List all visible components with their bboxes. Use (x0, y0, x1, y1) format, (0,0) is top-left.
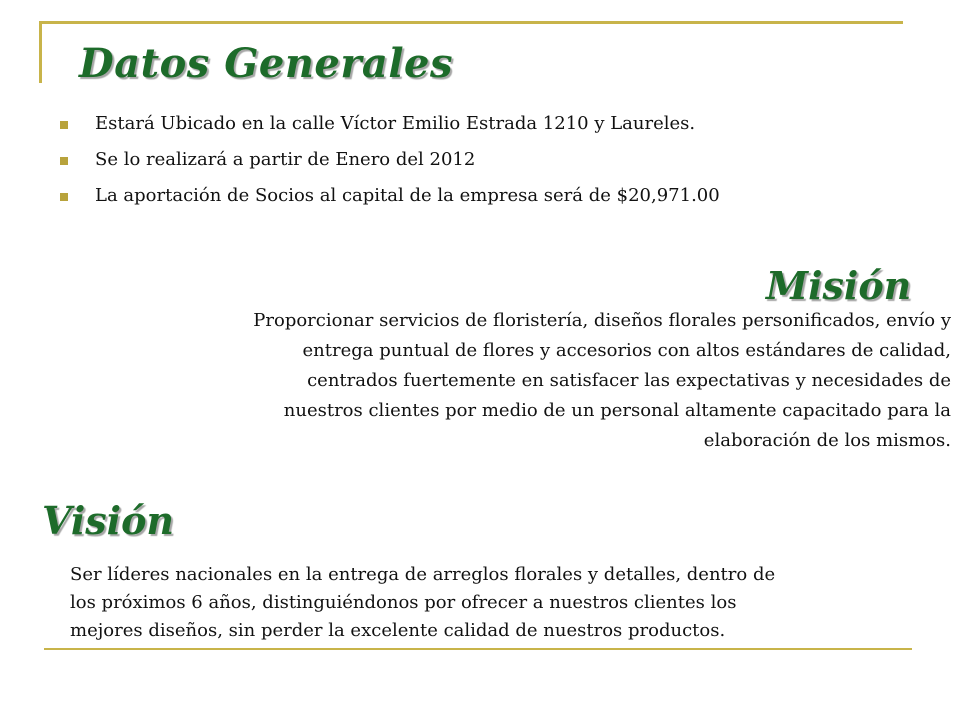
list-item (60, 144, 720, 180)
vision-title: Visión (42, 498, 175, 543)
top-vertical-rule (39, 21, 42, 83)
mision-title: Misión (766, 263, 912, 308)
top-horizontal-rule (40, 21, 903, 24)
list-item (60, 108, 720, 144)
datos-generales-title: Datos Generales (79, 40, 454, 87)
vision-paragraph: Ser líderes nacionales en la entrega de arreglos florales y detalles, dentro de los próximos 6 años, distinguiéndonos por ofrecer a nuestros clientes los mejores diseños, sin perder la excelente calidad de nuestros productos. (70, 564, 776, 641)
square-bullet-icon (60, 157, 68, 165)
square-bullet-icon (60, 193, 68, 201)
list-item (60, 180, 720, 216)
bottom-horizontal-rule (44, 648, 912, 650)
square-bullet-icon (60, 121, 68, 129)
list-item-text: La aportación de Socios al capital de la empresa será de $20,971.00 (95, 185, 720, 206)
list-item-text: Se lo realizará a partir de Enero del 2012 (95, 149, 476, 170)
list-item-text: Estará Ubicado en la calle Víctor Emilio Estrada 1210 y Laureles. (95, 113, 696, 134)
mision-paragraph: Proporcionar servicios de floristería, diseños florales personificados, envío y entrega puntual de flores y accesorios con altos estándares de calidad, centrados fuertemente en satisfacer las expectativas y necesidades de nuestros clientes por medio de un personal altamente capacitado para la elaboración de los mismos. (253, 310, 951, 451)
datos-generales-list (60, 108, 720, 216)
